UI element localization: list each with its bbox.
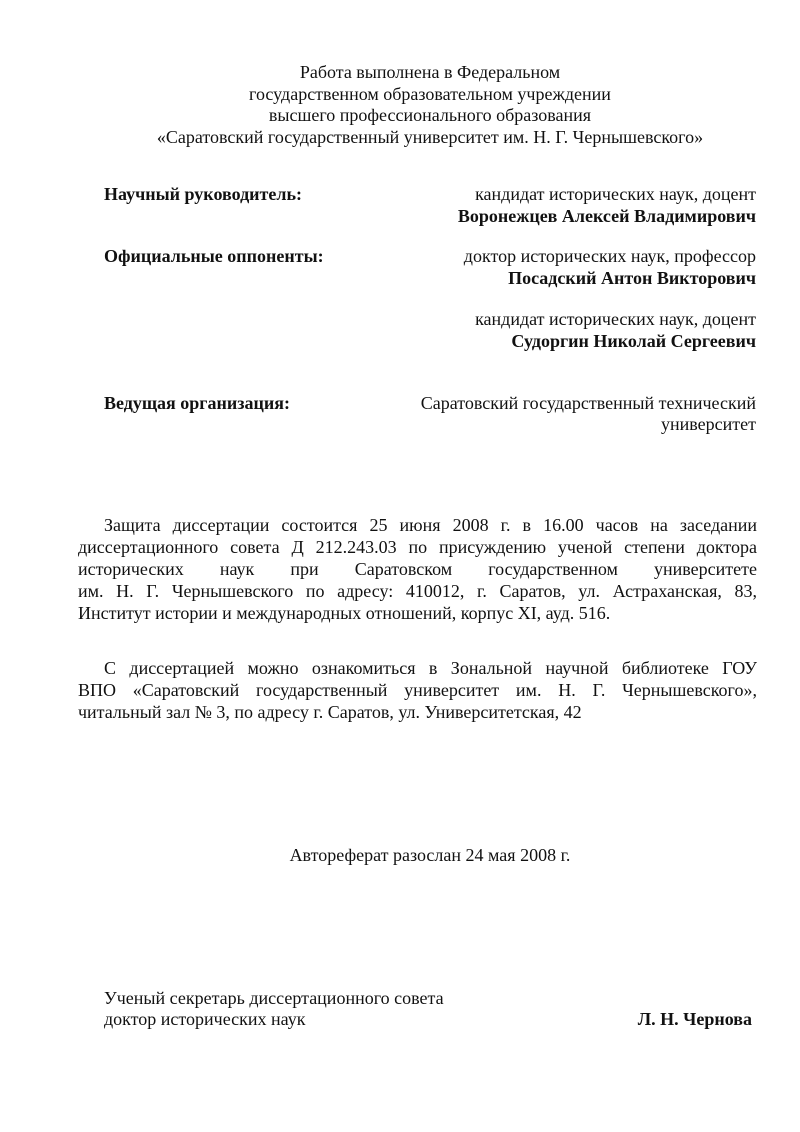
defense-line: диссертационного совета Д 212.243.03 по присуждению ученой степени доктора — [78, 537, 757, 557]
opponent-2-degree: кандидат исторических наук, доцент — [475, 309, 756, 329]
secretary-name: Л. Н. Чернова — [637, 1009, 752, 1029]
library-paragraph — [78, 657, 757, 723]
supervisor-name: Воронежцев Алексей Владимирович — [457, 206, 756, 226]
opponents-label: Официальные оппоненты: — [104, 246, 324, 266]
defense-line: им. Н. Г. Чернышевского по адресу: 410012, г. Саратов, ул. Астраханская, 83, — [78, 581, 757, 601]
header-line-2: государственном образовательном учреждении — [249, 83, 611, 104]
opponent-1-degree: доктор исторических наук, профессор — [463, 246, 756, 266]
secretary-degree: доктор исторических наук — [104, 1009, 306, 1029]
supervisor-degree: кандидат исторических наук, доцент — [475, 184, 756, 204]
library-line: С диссертацией можно ознакомиться в Зональной научной библиотеке ГОУ — [104, 658, 757, 678]
leading-org-line-1: Саратовский государственный технический — [420, 393, 756, 413]
defense-paragraph — [78, 514, 757, 624]
header-line-1: Работа выполнена в Федеральном — [299, 62, 561, 82]
header-line-3: высшего профессионального образования — [268, 105, 592, 125]
defense-line: исторических наук при Саратовском государственном университете — [78, 559, 757, 579]
abstract-sent-date: Автореферат разослан 24 мая 2008 г. — [289, 845, 571, 865]
institution-header — [60, 62, 800, 148]
header-line-4: «Саратовский государственный университет им. Н. Г. Чернышевского» — [156, 126, 704, 147]
leading-org-line-2: университет — [661, 414, 756, 434]
library-line: читальный зал № 3, по адресу г. Саратов, ул. Университетская, 42 — [78, 702, 582, 722]
opponent-1-name: Посадский Антон Викторович — [508, 268, 756, 288]
leading-org-label: Ведущая организация: — [104, 393, 290, 413]
defense-line: Институт истории и международных отношений, корпус XI, ауд. 516. — [78, 603, 611, 623]
secretary-title: Ученый секретарь диссертационного совета — [104, 988, 444, 1008]
opponent-2-name: Судоргин Николай Сергеевич — [511, 331, 756, 351]
supervisor-label: Научный руководитель: — [104, 184, 302, 204]
library-line: ВПО «Саратовский государственный университет им. Н. Г. Чернышевского», — [78, 680, 757, 700]
defense-line: Защита диссертации состоится 25 июня 2008 г. в 16.00 часов на заседании — [104, 515, 757, 535]
